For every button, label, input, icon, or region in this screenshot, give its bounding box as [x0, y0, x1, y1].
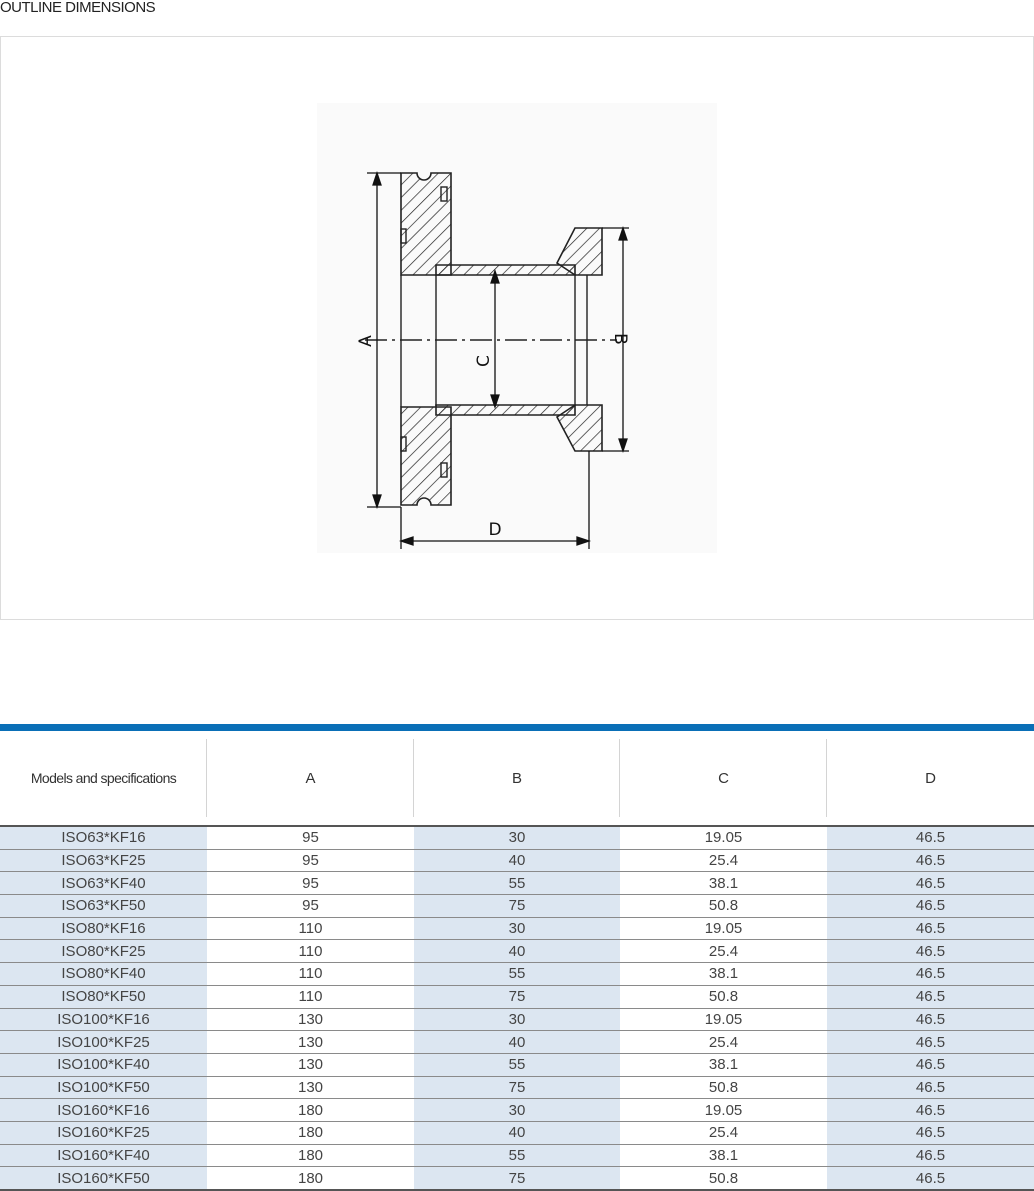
header-a: A [207, 728, 414, 827]
cell-b: 55 [414, 1144, 620, 1167]
cell-model: ISO63*KF16 [0, 826, 207, 849]
cell-model: ISO160*KF50 [0, 1167, 207, 1190]
cell-model: ISO80*KF50 [0, 985, 207, 1008]
cell-model: ISO100*KF25 [0, 1031, 207, 1054]
cell-c: 38.1 [620, 963, 827, 986]
cell-d: 46.5 [827, 849, 1034, 872]
cell-d: 46.5 [827, 985, 1034, 1008]
cell-c: 38.1 [620, 1144, 827, 1167]
cell-a: 110 [207, 985, 414, 1008]
header-c: C [620, 728, 827, 827]
cell-model: ISO100*KF50 [0, 1076, 207, 1099]
cell-c: 50.8 [620, 895, 827, 918]
cell-model: ISO63*KF50 [0, 895, 207, 918]
cell-model: ISO160*KF25 [0, 1121, 207, 1144]
cell-d: 46.5 [827, 1031, 1034, 1054]
cell-model: ISO80*KF40 [0, 963, 207, 986]
table-row [0, 1053, 1034, 1076]
cell-d: 46.5 [827, 826, 1034, 849]
cell-d: 46.5 [827, 1099, 1034, 1122]
table-row [0, 985, 1034, 1008]
cell-c: 38.1 [620, 1053, 827, 1076]
header-b: B [414, 728, 620, 827]
cell-a: 95 [207, 872, 414, 895]
flange-adapter-drawing [317, 103, 717, 553]
cell-a: 110 [207, 917, 414, 940]
cell-d: 46.5 [827, 1076, 1034, 1099]
cell-d: 46.5 [827, 1144, 1034, 1167]
cell-b: 40 [414, 1031, 620, 1054]
table-header-row [0, 728, 1034, 827]
cell-c: 19.05 [620, 1099, 827, 1122]
cell-a: 95 [207, 895, 414, 918]
cell-d: 46.5 [827, 895, 1034, 918]
cell-a: 180 [207, 1121, 414, 1144]
cell-a: 110 [207, 963, 414, 986]
header-d: D [827, 728, 1034, 827]
cell-c: 25.4 [620, 1121, 827, 1144]
cell-b: 40 [414, 849, 620, 872]
table-row [0, 872, 1034, 895]
cell-c: 25.4 [620, 1031, 827, 1054]
cell-model: ISO160*KF16 [0, 1099, 207, 1122]
table-row [0, 1031, 1034, 1054]
cell-a: 95 [207, 849, 414, 872]
cell-b: 30 [414, 826, 620, 849]
cell-d: 46.5 [827, 1121, 1034, 1144]
table-row [0, 1121, 1034, 1144]
table-row [0, 917, 1034, 940]
dimension-label-a: A [356, 335, 376, 347]
cell-b: 40 [414, 940, 620, 963]
table-row [0, 1144, 1034, 1167]
cell-d: 46.5 [827, 1053, 1034, 1076]
cell-b: 30 [414, 1008, 620, 1031]
cell-b: 75 [414, 895, 620, 918]
cell-d: 46.5 [827, 872, 1034, 895]
cell-c: 38.1 [620, 872, 827, 895]
cell-a: 110 [207, 940, 414, 963]
cell-model: ISO160*KF40 [0, 1144, 207, 1167]
cell-d: 46.5 [827, 963, 1034, 986]
cell-b: 30 [414, 917, 620, 940]
cell-b: 40 [414, 1121, 620, 1144]
table-row [0, 1099, 1034, 1122]
cell-c: 50.8 [620, 1167, 827, 1190]
table-row [0, 1167, 1034, 1190]
section-title: OUTLINE DIMENSIONS [0, 0, 156, 16]
cell-c: 50.8 [620, 985, 827, 1008]
dimension-label-d: D [488, 520, 502, 540]
outline-drawing-panel [0, 36, 1034, 620]
table-row [0, 963, 1034, 986]
cell-a: 180 [207, 1144, 414, 1167]
cell-a: 130 [207, 1008, 414, 1031]
cell-a: 180 [207, 1099, 414, 1122]
cell-c: 19.05 [620, 826, 827, 849]
cell-c: 19.05 [620, 1008, 827, 1031]
cell-d: 46.5 [827, 940, 1034, 963]
cell-c: 25.4 [620, 849, 827, 872]
cell-d: 46.5 [827, 1008, 1034, 1031]
cell-c: 50.8 [620, 1076, 827, 1099]
dimension-label-b: B [610, 333, 630, 345]
cell-model: ISO80*KF25 [0, 940, 207, 963]
cell-b: 55 [414, 1053, 620, 1076]
cell-a: 130 [207, 1031, 414, 1054]
cell-a: 95 [207, 826, 414, 849]
cell-model: ISO80*KF16 [0, 917, 207, 940]
cell-model: ISO63*KF25 [0, 849, 207, 872]
cell-c: 25.4 [620, 940, 827, 963]
table-row [0, 849, 1034, 872]
header-models: Models and specifications [0, 728, 207, 827]
cell-b: 55 [414, 872, 620, 895]
cell-d: 46.5 [827, 917, 1034, 940]
dimension-label-c: C [474, 355, 494, 367]
cell-b: 75 [414, 1167, 620, 1190]
cell-a: 130 [207, 1076, 414, 1099]
cell-a: 130 [207, 1053, 414, 1076]
cell-c: 19.05 [620, 917, 827, 940]
table-row [0, 895, 1034, 918]
table-row [0, 1076, 1034, 1099]
dimensions-table [0, 724, 1034, 1191]
cell-model: ISO100*KF40 [0, 1053, 207, 1076]
table-row [0, 940, 1034, 963]
cell-model: ISO63*KF40 [0, 872, 207, 895]
table-row [0, 826, 1034, 849]
cell-b: 75 [414, 1076, 620, 1099]
cell-b: 55 [414, 963, 620, 986]
cell-b: 30 [414, 1099, 620, 1122]
table-row [0, 1008, 1034, 1031]
cell-d: 46.5 [827, 1167, 1034, 1190]
cell-a: 180 [207, 1167, 414, 1190]
cell-b: 75 [414, 985, 620, 1008]
cell-model: ISO100*KF16 [0, 1008, 207, 1031]
